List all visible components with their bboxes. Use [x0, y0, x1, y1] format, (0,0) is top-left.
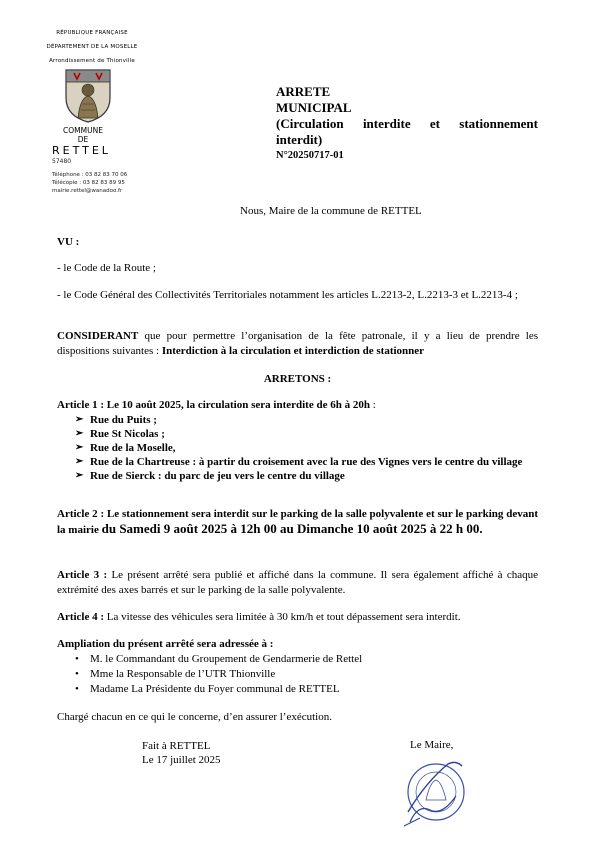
list-item: ➢ Rue de la Moselle, — [75, 441, 176, 454]
signature-place-date — [142, 739, 221, 767]
intro-line: Nous, Maire de la commune de RETTEL — [240, 205, 422, 217]
arrow-bullet-icon: ➢ — [75, 441, 84, 453]
article-4 — [57, 610, 538, 625]
article-1-lead: Article 1 : Le 10 août 2025, la circulation sera interdite de 6h à 20h — [57, 399, 370, 411]
de-label: DE — [77, 135, 89, 144]
signature-place: Fait à RETTEL — [142, 740, 211, 752]
ampliation-heading: Ampliation du présent arrêté sera adressée à : — [57, 638, 274, 650]
article-1 — [57, 398, 538, 483]
bullet-icon: • — [75, 652, 79, 665]
article-2-lead: Article 2 — [57, 508, 98, 520]
article-3-text: Le présent arrêté sera publié et affiché dans la commune. Il sera également affiché à chaque extrémité des axes barrés et sur le parking de la salle polyvalente. — [57, 569, 538, 596]
vu-item-1: - le Code de la Route ; — [57, 262, 156, 274]
article-4-text: La vitesse des véhicules sera limitée à 30 km/h et tout dépassement sera interdit. — [104, 611, 461, 623]
article-2 — [57, 507, 538, 537]
list-item: • Madame La Présidente du Foyer communal de RETTEL — [75, 682, 340, 695]
commune-name: RETTEL — [52, 144, 111, 157]
list-item: ➢ Rue du Puits ; — [75, 413, 157, 426]
list-item: ➢ Rue St Nicolas ; — [75, 427, 165, 440]
arretons-heading: ARRETONS : — [263, 373, 332, 385]
considerant-text: que pour permettre l’organisation de la fête patronale, il y a lieu de prendre les dispositions suivantes : — [57, 330, 538, 357]
considerant-keyword: CONSIDERANT — [57, 330, 139, 342]
list-item: ➢ Rue de Sierck : du parc de jeu vers le centre du village — [75, 469, 345, 482]
article-2-dates: du Samedi 9 août 2025 à 12h 00 au Dimanche 10 août 2025 à 22 h 00. — [101, 520, 483, 536]
article-2-text: : Le stationnement sera interdit sur le parking de la salle polyvalente et sur le parking devant la mairie — [57, 508, 539, 536]
signature-date: Le 17 juillet 2025 — [142, 754, 221, 766]
ampliation — [57, 637, 538, 697]
decree-title — [276, 84, 538, 164]
execution-line: Chargé chacun en ce qui le concerne, d’en assurer l’exécution. — [57, 711, 332, 723]
title-line-3: (Circulation interdite et stationnement — [276, 116, 538, 131]
arrow-bullet-icon: ➢ — [75, 413, 84, 425]
considerant-paragraph — [57, 329, 538, 358]
arrow-bullet-icon: ➢ — [75, 455, 84, 467]
header-republic: RÉPUBLIQUE FRANÇAISE — [56, 30, 128, 36]
bullet-icon: • — [75, 682, 79, 695]
article-3 — [57, 568, 538, 597]
vu-item-2: - le Code Général des Collectivités Territoriales notamment les articles L.2213-2, L.2213-3 et L.2213-4 ; — [57, 289, 518, 301]
list-item: ➢ Rue de la Chartreuse : à partir du croisement avec la rue des Vignes vers le centre du village — [75, 455, 523, 468]
arrow-bullet-icon: ➢ — [75, 469, 84, 481]
list-item: • M. le Commandant du Groupement de Gendarmerie de Rettel — [75, 652, 363, 665]
header-department: DÉPARTEMENT DE LA MOSELLE — [46, 44, 138, 50]
considerant-bold-tail: Interdiction à la circulation et interdiction de stationner — [161, 344, 425, 357]
arrow-bullet-icon: ➢ — [75, 427, 84, 439]
contact-fax: Télécopie : 03 82 83 89 95 — [52, 180, 125, 186]
contact-phone: Téléphone : 03 82 83 70 06 — [52, 172, 128, 178]
commune-label: COMMUNE — [63, 126, 103, 135]
title-line-4: interdit) — [276, 132, 323, 147]
article-1-tail: : — [369, 399, 376, 411]
decree-reference: N°20250717-01 — [276, 150, 344, 161]
title-line-1: ARRETE — [276, 84, 331, 99]
signature-role: Le Maire, — [410, 739, 454, 751]
vu-heading: VU : — [57, 236, 80, 248]
street-list — [57, 413, 538, 483]
coat-of-arms-icon — [64, 68, 112, 124]
header-district: Arrondissement de Thionville — [49, 58, 135, 64]
official-stamp-icon — [396, 752, 476, 830]
article-4-lead: Article 4 : — [57, 611, 105, 623]
bullet-icon: • — [75, 667, 79, 680]
recipient-list — [57, 652, 538, 697]
postcode: 57480 — [52, 158, 72, 165]
article-3-lead: Article 3 : — [57, 569, 108, 581]
title-line-2: MUNICIPAL — [276, 100, 352, 115]
contact-email: mairie.rettel@wanadoo.fr — [52, 188, 123, 194]
list-item: • Mme la Responsable de l’UTR Thionville — [75, 667, 276, 680]
